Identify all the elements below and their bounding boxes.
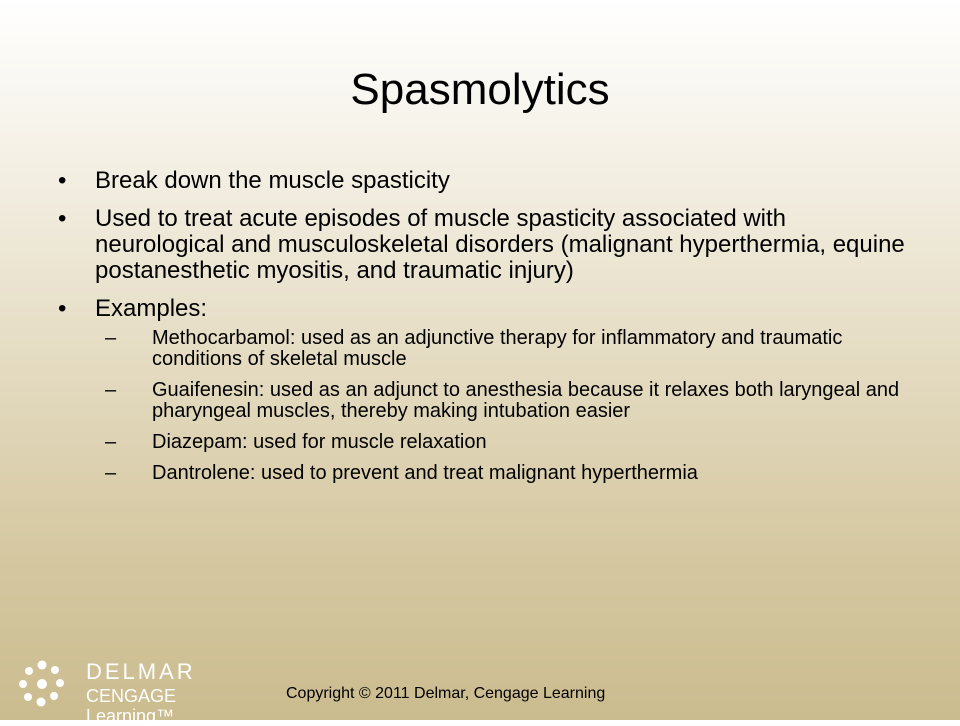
publisher-logo [14, 656, 254, 726]
sub-bullet-item [105, 380, 908, 422]
bullet-item [58, 296, 908, 484]
sub-bullet-item [105, 328, 908, 370]
sub-bullet-text: Diazepam: used for muscle relaxation [152, 431, 487, 453]
sub-bullet-item [105, 463, 908, 484]
sub-bullet-text: Methocarbamol: used as an adjunctive therapy for inflammatory and traumatic conditions of skeletal muscle [152, 327, 843, 370]
sub-bullet-text: Guaifenesin: used as an adjunct to anesthesia because it relaxes both laryngeal and pharyngeal muscles, thereby making intubation easier [152, 379, 900, 422]
sub-bullet-item [105, 432, 908, 453]
sub-bullet-text: Dantrolene: used to prevent and treat malignant hyperthermia [152, 462, 698, 484]
bullet-item [58, 168, 908, 194]
logo-wordmark-top: DELMAR [86, 659, 196, 684]
bullet-symbol: • [58, 167, 67, 194]
copyright-text: Copyright © 2011 Delmar, Cengage Learning [286, 685, 606, 702]
logo-wordmark-bottom: CENGAGE Learning™ [86, 686, 177, 726]
bullet-item [58, 206, 908, 284]
sub-bullet-list [95, 328, 908, 484]
bullet-list [58, 168, 908, 496]
bullet-text: Examples: [95, 295, 208, 322]
slide-title: Spasmolytics [350, 65, 610, 114]
bullet-symbol: • [58, 205, 67, 232]
dash-symbol: – [105, 327, 117, 349]
dash-symbol: – [105, 462, 117, 484]
bullet-text: Used to treat acute episodes of muscle spasticity associated with neurological and musculoskeletal disorders (malignant hyperthermia, equine postanesthetic myositis, and traumatic injury) [95, 205, 905, 284]
dash-symbol: – [105, 431, 117, 453]
bullet-symbol: • [58, 295, 67, 322]
delmar-cengage-logo-icon [14, 656, 70, 712]
bullet-text: Break down the muscle spasticity [95, 167, 450, 194]
dash-symbol: – [105, 379, 117, 401]
